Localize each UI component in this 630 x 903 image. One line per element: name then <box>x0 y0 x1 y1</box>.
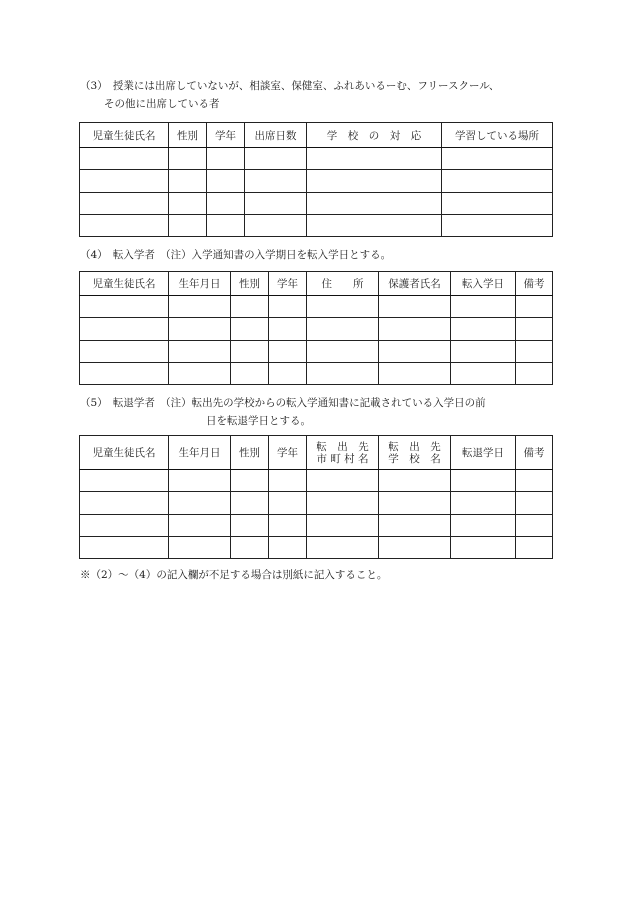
section5-table <box>79 435 553 559</box>
input-cell[interactable] <box>231 340 269 362</box>
input-cell[interactable] <box>269 470 307 492</box>
input-cell[interactable] <box>169 492 231 514</box>
input-cell[interactable] <box>307 170 442 192</box>
col-header-birthdate: 生年月日 <box>169 436 231 470</box>
col-header-guardian-name: 保護者氏名 <box>379 272 451 296</box>
input-cell[interactable] <box>269 340 307 362</box>
input-cell[interactable] <box>516 296 553 318</box>
input-cell[interactable] <box>379 362 451 384</box>
col-header-attendance-days: 出席日数 <box>245 123 307 148</box>
input-cell[interactable] <box>451 514 516 536</box>
table-row <box>80 340 553 362</box>
input-cell[interactable] <box>80 362 169 384</box>
input-cell[interactable] <box>169 536 231 558</box>
table-row <box>80 148 553 170</box>
input-cell[interactable] <box>169 148 207 170</box>
col-header-transfer-in-date: 転入学日 <box>451 272 516 296</box>
input-cell[interactable] <box>80 148 169 170</box>
table-row <box>80 170 553 192</box>
input-cell[interactable] <box>307 362 379 384</box>
input-cell[interactable] <box>231 536 269 558</box>
input-cell[interactable] <box>245 192 307 214</box>
col-header-name: 児童生徒氏名 <box>80 123 169 148</box>
input-cell[interactable] <box>307 318 379 340</box>
input-cell[interactable] <box>307 148 442 170</box>
input-cell[interactable] <box>307 470 379 492</box>
input-cell[interactable] <box>207 214 245 236</box>
input-cell[interactable] <box>231 296 269 318</box>
input-cell[interactable] <box>80 340 169 362</box>
table-row <box>80 192 553 214</box>
input-cell[interactable] <box>307 214 442 236</box>
col-header-destination-school: 転 出 先 学 校 名 <box>379 436 451 470</box>
input-cell[interactable] <box>516 470 553 492</box>
col-header-birthdate: 生年月日 <box>169 272 231 296</box>
input-cell[interactable] <box>80 514 169 536</box>
col-header-transfer-out-date: 転退学日 <box>451 436 516 470</box>
input-cell[interactable] <box>231 492 269 514</box>
input-cell[interactable] <box>451 536 516 558</box>
input-cell[interactable] <box>80 492 169 514</box>
col-header-address: 住 所 <box>307 272 379 296</box>
input-cell[interactable] <box>516 492 553 514</box>
input-cell[interactable] <box>451 318 516 340</box>
input-cell[interactable] <box>245 170 307 192</box>
input-cell[interactable] <box>207 170 245 192</box>
col-header-grade: 学年 <box>269 272 307 296</box>
input-cell[interactable] <box>245 148 307 170</box>
input-cell[interactable] <box>80 318 169 340</box>
section5-heading-line2: 日を転退学日とする。 <box>206 415 311 427</box>
table-row <box>80 296 553 318</box>
input-cell[interactable] <box>442 214 553 236</box>
input-cell[interactable] <box>379 340 451 362</box>
col-header-name: 児童生徒氏名 <box>80 436 169 470</box>
input-cell[interactable] <box>451 296 516 318</box>
input-cell[interactable] <box>169 214 207 236</box>
table-row <box>80 492 553 514</box>
input-cell[interactable] <box>169 170 207 192</box>
col-header-study-place: 学習している場所 <box>442 123 553 148</box>
footnote: ※（2）～（4）の記入欄が不足する場合は別紙に記入すること。 <box>80 569 388 581</box>
input-cell[interactable] <box>269 318 307 340</box>
input-cell[interactable] <box>516 362 553 384</box>
input-cell[interactable] <box>207 148 245 170</box>
input-cell[interactable] <box>231 318 269 340</box>
col-header-remarks: 備考 <box>516 272 553 296</box>
input-cell[interactable] <box>269 362 307 384</box>
input-cell[interactable] <box>269 492 307 514</box>
input-cell[interactable] <box>442 148 553 170</box>
input-cell[interactable] <box>307 536 379 558</box>
col-header-gender: 性別 <box>169 123 207 148</box>
col-header-grade: 学年 <box>269 436 307 470</box>
input-cell[interactable] <box>379 536 451 558</box>
input-cell[interactable] <box>442 192 553 214</box>
input-cell[interactable] <box>379 514 451 536</box>
input-cell[interactable] <box>231 470 269 492</box>
col-header-remarks: 備考 <box>516 436 553 470</box>
input-cell[interactable] <box>80 470 169 492</box>
input-cell[interactable] <box>80 192 169 214</box>
input-cell[interactable] <box>451 492 516 514</box>
input-cell[interactable] <box>307 514 379 536</box>
col-header-name: 児童生徒氏名 <box>80 272 169 296</box>
section5-heading-line1: （5） 転退学者 （注）転出先の学校からの転入学通知書に記載されている入学日の前 <box>80 397 486 409</box>
input-cell[interactable] <box>169 192 207 214</box>
input-cell[interactable] <box>269 536 307 558</box>
section3-table <box>79 122 553 237</box>
input-cell[interactable] <box>379 318 451 340</box>
input-cell[interactable] <box>80 170 169 192</box>
input-cell[interactable] <box>516 536 553 558</box>
input-cell[interactable] <box>451 362 516 384</box>
input-cell[interactable] <box>80 536 169 558</box>
input-cell[interactable] <box>169 470 231 492</box>
col-header-school-response: 学 校 の 対 応 <box>307 123 442 148</box>
input-cell[interactable] <box>169 340 231 362</box>
input-cell[interactable] <box>307 340 379 362</box>
section4-table <box>79 271 553 385</box>
col-header-gender: 性別 <box>231 436 269 470</box>
table-row <box>80 514 553 536</box>
col-header-gender: 性別 <box>231 272 269 296</box>
input-cell[interactable] <box>80 296 169 318</box>
input-cell[interactable] <box>169 318 231 340</box>
col-header-grade: 学年 <box>207 123 245 148</box>
input-cell[interactable] <box>169 362 231 384</box>
input-cell[interactable] <box>379 296 451 318</box>
table-row <box>80 318 553 340</box>
table-row <box>80 536 553 558</box>
section3-heading-line1: （3） 授業には出席していないが、相談室、保健室、ふれあいるーむ、フリースクール、 <box>80 80 500 92</box>
input-cell[interactable] <box>307 296 379 318</box>
input-cell[interactable] <box>169 514 231 536</box>
input-cell[interactable] <box>80 214 169 236</box>
section3-heading-line2: その他に出席している者 <box>104 98 220 110</box>
input-cell[interactable] <box>307 492 379 514</box>
input-cell[interactable] <box>442 170 553 192</box>
input-cell[interactable] <box>169 296 231 318</box>
table-row <box>80 214 553 236</box>
input-cell[interactable] <box>379 470 451 492</box>
input-cell[interactable] <box>269 296 307 318</box>
input-cell[interactable] <box>516 318 553 340</box>
input-cell[interactable] <box>231 362 269 384</box>
col-header-destination-municipality: 転 出 先 市 町 村 名 <box>307 436 379 470</box>
input-cell[interactable] <box>245 214 307 236</box>
table-row <box>80 362 553 384</box>
input-cell[interactable] <box>451 340 516 362</box>
section4-heading: （4） 転入学者 （注）入学通知書の入学期日を転入学日とする。 <box>80 249 392 261</box>
input-cell[interactable] <box>307 192 442 214</box>
input-cell[interactable] <box>269 514 307 536</box>
input-cell[interactable] <box>231 514 269 536</box>
input-cell[interactable] <box>451 470 516 492</box>
input-cell[interactable] <box>516 514 553 536</box>
input-cell[interactable] <box>516 340 553 362</box>
input-cell[interactable] <box>207 192 245 214</box>
input-cell[interactable] <box>379 492 451 514</box>
table-row <box>80 470 553 492</box>
